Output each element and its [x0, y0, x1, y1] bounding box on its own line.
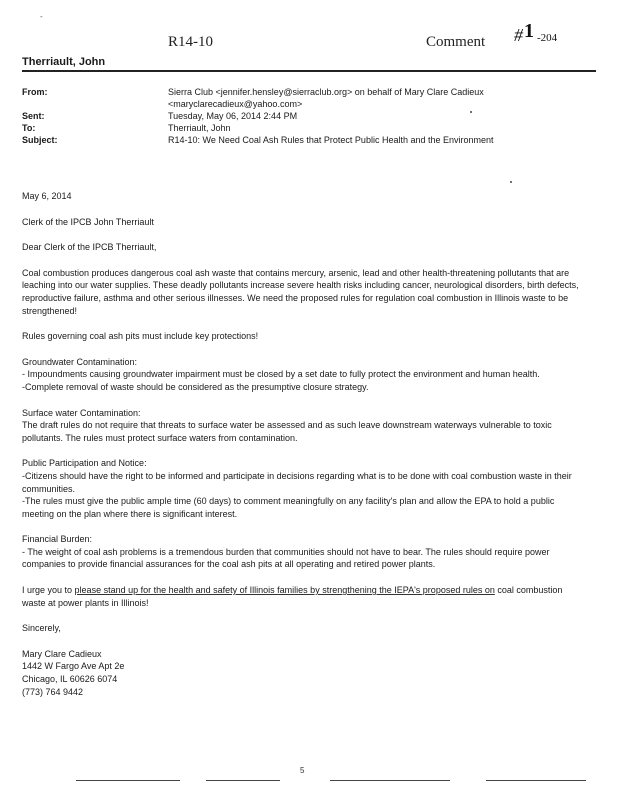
section-public-participation: Public Participation and Notice: -Citizens should have the right to be informed and participate in decisions regarding what is to be done with coal combustion waste in their communities. -The rules must give the public ample time (60 days) to comment meaningfully on any facility's plan and allow the EPA to hold a public meeting on the plan where there is significant interest. — [22, 458, 572, 519]
paragraph-urge — [22, 584, 588, 609]
meta-key: From: — [22, 87, 48, 97]
paragraph-key-protections: Rules governing coal ash pits must include key protections! — [22, 331, 259, 342]
meta-row-from — [22, 86, 602, 110]
signer-name: Mary Clare Cadieux — [22, 648, 102, 659]
meta-value: Therriault, John — [168, 123, 231, 133]
meta-value: R14-10: We Need Coal Ash Rules that Protect Public Health and the Environment — [168, 135, 494, 145]
meta-row-sent — [22, 110, 602, 122]
scan-speck — [510, 181, 512, 183]
meta-value: Tuesday, May 06, 2014 2:44 PM — [168, 111, 298, 121]
comment-hash: # — [514, 25, 523, 45]
scan-speck — [470, 111, 472, 113]
docket-number: R14-10 — [168, 34, 213, 50]
footer-rule — [330, 780, 450, 781]
meta-value: Sierra Club <jennifer.hensley@sierraclub.org> on behalf of Mary Clare Cadieux <maryclarecadieux@yahoo.com> — [168, 87, 484, 109]
signer-city: Chicago, IL 60626 6074 — [22, 674, 118, 685]
corner-mark: - — [40, 12, 43, 21]
comment-label: Comment — [426, 34, 486, 50]
email-metadata — [22, 86, 602, 146]
signer-phone: (773) 764 9442 — [22, 686, 84, 697]
meta-key: Sent: — [22, 111, 45, 121]
signature-block — [22, 648, 588, 698]
meta-key: Subject: — [22, 135, 58, 145]
header-rule — [22, 70, 596, 72]
comment-number: 1 — [524, 20, 534, 42]
footer-rule — [486, 780, 586, 781]
paragraph-intro: Coal combustion produces dangerous coal ash waste that contains mercury, arsenic, lead and other health-threatening pollutants that are leaching into our water supplies. These deadly pollutants increase severe health risks including cancer, neurological disorders, birth defects, reproductive failure, asthma and other serious illnesses. We need the proposed rules for regulation coal combustion in Illinois waste to be strengthened! — [22, 267, 579, 316]
section-groundwater: Groundwater Contamination: - Impoundments causing groundwater impairment must be closed by a set date to fully protect the environment and human health. -Complete removal of waste should be considered as the presumptive closure strategy. — [22, 356, 540, 392]
letter-closing: Sincerely, — [22, 623, 61, 634]
letter-date: May 6, 2014 — [22, 191, 72, 201]
comment-number-stamp — [514, 20, 558, 47]
letter-body — [22, 190, 588, 698]
letter-addressee: Clerk of the IPCB John Therriault — [22, 216, 154, 227]
recipient-name: Therriault, John — [22, 56, 106, 68]
meta-key: To: — [22, 123, 36, 133]
urge-lead: I urge you to — [22, 585, 75, 596]
signer-street: 1442 W Fargo Ave Apt 2e — [22, 661, 125, 672]
page-number: 5 — [300, 766, 305, 775]
meta-row-subject — [22, 134, 602, 146]
comment-suffix: -204 — [537, 32, 558, 44]
urge-underlined: please stand up for the health and safety of Illinois families by strengthening the IEPA's proposed rules on — [74, 585, 495, 596]
section-surface-water: Surface water Contamination: The draft rules do not require that threats to surface water be assessed and as such leave downstream waterways vulnerable to toxic pollutants. The rules must protect surface waters from contamination. — [22, 407, 552, 443]
footer-rule — [76, 780, 180, 781]
urge-tail: coal combustion waste at power plants in Illinois! — [22, 585, 563, 608]
footer-rule — [206, 780, 280, 781]
section-financial-burden: Financial Burden: - The weight of coal ash problems is a tremendous burden that communities should not have to bear. The rules should require power companies to provide financial assurances for the coal ash pits at all operating and retired power plants. — [22, 534, 550, 570]
letter-salutation: Dear Clerk of the IPCB Therriault, — [22, 242, 157, 253]
meta-row-to — [22, 122, 602, 134]
